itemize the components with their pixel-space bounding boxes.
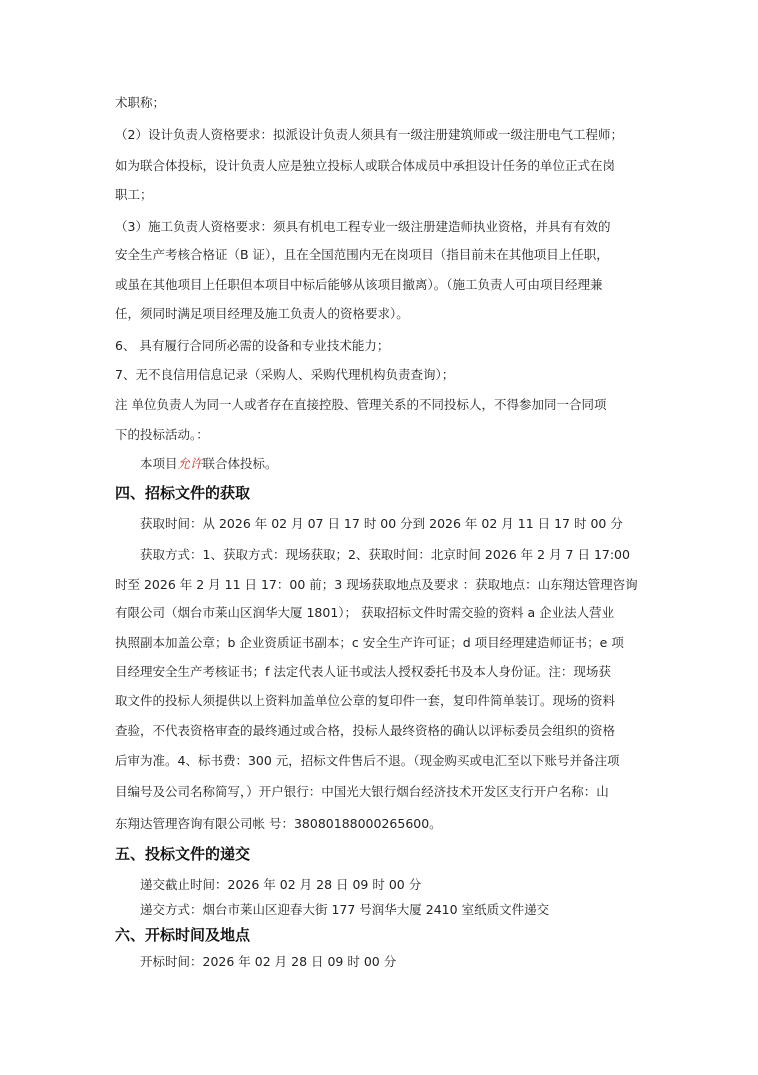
- highlighted-text: 允许: [177, 456, 203, 471]
- text-line: 东翔达管理咨询有限公司帐 号：38080188000265600。: [115, 816, 442, 831]
- text-line: 查验，不代表资格审查的最终通过或合格，投标人最终资格的确认以评标委员会组织的资格: [115, 723, 616, 738]
- text-line: 如为联合体投标，设计负责人应是独立投标人或联合体成员中承担设计任务的单位正式在岗: [115, 158, 616, 173]
- text-line: 递交方式：烟台市莱山区迎春大街 177 号润华大厦 2410 室纸质文件递交: [140, 902, 550, 917]
- text-line: 任，须同时满足项目经理及施工负责人的资格要求）。: [115, 306, 409, 321]
- text-line: 获取时间：从 2026 年 02 月 07 日 17 时 00 分到 2026 年 02 月 11 日 17 时 00 分: [140, 516, 623, 531]
- text-line: 后审为准。4、标书费：300 元，招标文件售后不退。（现金购买或电汇至以下账号并备注项: [115, 753, 620, 768]
- text-line: 注 单位负责人为同一人或者存在直接控股、管理关系的不同投标人，不得参加同一合同项: [115, 397, 607, 412]
- text-line: 职工；: [115, 187, 153, 202]
- text-line: 获取方式：1、获取方式：现场获取；2、获取时间：北京时间 2026 年 2 月 7 日 17:00: [140, 547, 630, 562]
- text-line: 递交截止时间：2026 年 02 月 28 日 09 时 00 分: [140, 877, 422, 892]
- text-line: 开标时间：2026 年 02 月 28 日 09 时 00 分: [140, 954, 397, 969]
- text-line: 时至 2026 年 2 月 11 日 17：00 前；3 现场获取地点及要求 ：获取地点：山东翔达管理咨询: [115, 577, 638, 592]
- text-line: 下的投标活动。：: [115, 427, 209, 442]
- allow-joint-bid-line: [140, 455, 278, 473]
- text-line: 安全生产考核合格证（B 证），且在全国范围内无在岗项目（指目前未在其他项目上任职，: [115, 247, 609, 262]
- text-line: （3）施工负责人资格要求：须具有机电工程专业一级注册建造师执业资格，并具有有效的: [115, 219, 611, 234]
- text-line: 目编号及公司名称简写，）开户银行：中国光大银行烟台经济技术开发区支行开户名称：山: [115, 784, 609, 799]
- text-line: 或虽在其他项目上任职但本项目中标后能够从该项目撤离）。（施工负责人可由项目经理兼: [115, 277, 603, 292]
- text-line: 执照副本加盖公章；b 企业资质证书副本；c 安全生产许可证；d 项目经理建造师证书；e 项: [115, 635, 624, 650]
- text-segment: 联合体投标。: [202, 456, 278, 471]
- text-segment: 本项目: [140, 456, 178, 471]
- section-heading: 六、开标时间及地点: [115, 926, 251, 944]
- text-line: 取文件的投标人须提供以上资料加盖单位公章的复印件一套，复印件简单装订。现场的资料: [115, 693, 616, 708]
- text-line: 7、无不良信用信息记录（采购人、采购代理机构负责查询）；: [115, 367, 455, 382]
- text-line: （2）设计负责人资格要求：拟派设计负责人须具有一级注册建筑师或一级注册电气工程师；: [115, 127, 623, 142]
- section-heading: 四、招标文件的获取: [115, 484, 251, 502]
- text-line: 目经理安全生产考核证书；f 法定代表人证书或法人授权委托书及本人身份证。注：现场获: [115, 664, 611, 679]
- text-line: 有限公司（烟台市莱山区润华大厦 1801）； 获取招标文件时需交验的资料 a 企业法人营业: [115, 605, 615, 620]
- text-line: 6、 具有履行合同所必需的设备和专业技术能力；: [115, 338, 390, 353]
- section-heading: 五、投标文件的递交: [115, 845, 251, 863]
- text-line: 术职称；: [115, 95, 166, 110]
